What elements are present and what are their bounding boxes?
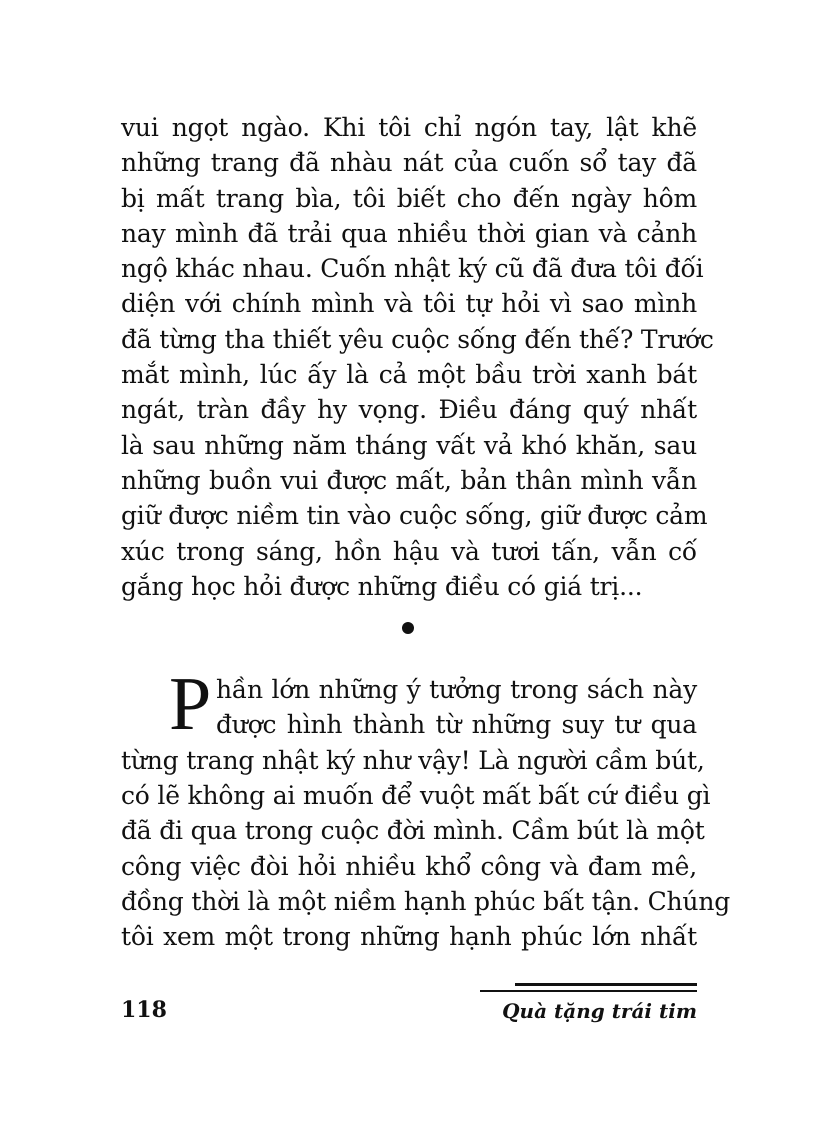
text-line: đã đi qua trong cuộc đời mình. Cầm bút là một bbox=[121, 816, 705, 846]
text-line: công việc đòi hỏi nhiều khổ công và đam mê, bbox=[121, 851, 697, 881]
footer-rule-top bbox=[515, 983, 697, 986]
text-line: được hình thành từ những suy tư qua bbox=[216, 710, 697, 740]
paragraph-1 bbox=[121, 110, 714, 604]
text-line: những buồn vui được mất, bản thân mình vẫn bbox=[121, 465, 697, 495]
page-body bbox=[121, 110, 731, 955]
text-line: hần lớn những ý tưởng trong sách này bbox=[216, 675, 697, 705]
paragraph-2 bbox=[121, 662, 731, 954]
text-line: ngát, tràn đầy hy vọng. Điều đáng quý nhất bbox=[121, 395, 697, 425]
text-line: đã từng tha thiết yêu cuộc sống đến thế? Trước bbox=[121, 324, 714, 354]
text-line: ngộ khác nhau. Cuốn nhật ký cũ đã đưa tôi đối bbox=[121, 254, 704, 284]
text-line: gắng học hỏi được những điều có giá trị... bbox=[121, 571, 643, 601]
text-line: tôi xem một trong những hạnh phúc lớn nhất bbox=[121, 922, 697, 952]
text-line: có lẽ không ai muốn để vuột mất bất cứ điều gì bbox=[121, 781, 711, 811]
text-line: những trang đã nhàu nát của cuốn sổ tay đã bbox=[121, 148, 697, 178]
text-line: xúc trong sáng, hồn hậu và tươi tấn, vẫn cố bbox=[121, 536, 697, 566]
text-line: mắt mình, lúc ấy là cả một bầu trời xanh bát bbox=[121, 360, 697, 390]
footer-rule-bottom bbox=[480, 990, 697, 992]
text-line: diện với chính mình và tôi tự hỏi vì sao mình bbox=[121, 289, 697, 319]
text-line: giữ được niềm tin vào cuộc sống, giữ được cảm bbox=[121, 501, 708, 531]
text-line: nay mình đã trải qua nhiều thời gian và cảnh bbox=[121, 218, 697, 248]
text-line: vui ngọt ngào. Khi tôi chỉ ngón tay, lật khẽ bbox=[121, 113, 697, 142]
text-line: là sau những năm tháng vất vả khó khăn, sau bbox=[121, 430, 697, 460]
text-line: từng trang nhật ký như vậy! Là người cầm bút, bbox=[121, 745, 705, 775]
bullet-separator-icon bbox=[402, 622, 414, 634]
drop-cap: P bbox=[169, 662, 212, 747]
text-line: đồng thời là một niềm hạnh phúc bất tận. Chúng bbox=[121, 886, 731, 916]
text-line: bị mất trang bìa, tôi biết cho đến ngày hôm bbox=[121, 183, 697, 213]
page-number: 118 bbox=[121, 997, 167, 1023]
footer-rules bbox=[480, 983, 697, 993]
running-title: Quà tặng trái tim bbox=[502, 999, 697, 1023]
